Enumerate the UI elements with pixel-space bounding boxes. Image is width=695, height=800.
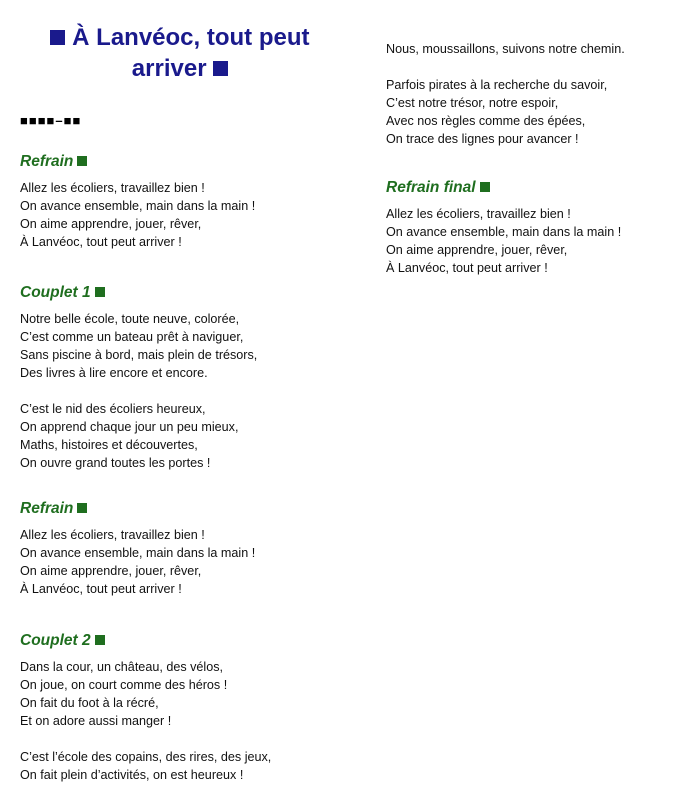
section-body xyxy=(20,658,350,784)
section-heading-text: Couplet 2 xyxy=(20,632,91,649)
heading-square-icon xyxy=(95,287,105,297)
stanza xyxy=(20,526,350,598)
song-section xyxy=(20,631,350,784)
section-body xyxy=(20,179,350,251)
lyric-line: On avance ensemble, main dans la main ! xyxy=(386,225,622,239)
section-heading-text: Refrain xyxy=(20,500,74,517)
section-heading-text: Refrain final xyxy=(386,179,476,196)
stanza xyxy=(20,179,350,251)
stanza xyxy=(386,76,686,148)
lyric-line: Dans la cour, un château, des vélos, xyxy=(20,660,224,674)
section-heading xyxy=(20,631,350,651)
lyric-line: C’est notre trésor, notre espoir, xyxy=(386,96,559,110)
refrain-final-section xyxy=(386,178,686,277)
heading-square-icon xyxy=(480,182,490,192)
lyric-line: On trace des lignes pour avancer ! xyxy=(386,132,579,146)
section-heading xyxy=(20,152,350,172)
song-section xyxy=(386,178,686,277)
section-heading-text: Refrain xyxy=(20,153,74,170)
couplet-continuation xyxy=(386,40,686,148)
left-column xyxy=(20,22,350,784)
stanza xyxy=(386,205,686,277)
heading-square-icon xyxy=(77,156,87,166)
heading-square-icon xyxy=(95,635,105,645)
section-heading-text: Couplet 1 xyxy=(20,284,91,301)
lyric-line: C’est l’école des copains, des rires, des jeux, xyxy=(20,750,272,764)
section-heading xyxy=(20,283,350,303)
lyric-line: Sans piscine à bord, mais plein de trésors, xyxy=(20,348,258,362)
lyric-line: Parfois pirates à la recherche du savoir, xyxy=(386,78,608,92)
stanza xyxy=(386,40,686,58)
stanza-gap xyxy=(386,58,686,76)
lyric-line: Des livres à lire encore et encore. xyxy=(20,366,208,380)
section-heading xyxy=(20,499,350,519)
lyric-line: Allez les écoliers, travaillez bien ! xyxy=(386,207,571,221)
stanza-gap xyxy=(20,730,350,748)
lyric-line: On ouvre grand toutes les portes ! xyxy=(20,456,211,470)
stanza xyxy=(20,748,350,784)
song-title xyxy=(20,22,340,84)
stanza xyxy=(20,310,350,382)
title-line-2: arriver xyxy=(131,55,207,82)
section-body xyxy=(386,205,686,277)
lyric-line: À Lanvéoc, tout peut arriver ! xyxy=(20,582,182,596)
title-square-icon xyxy=(50,30,65,45)
lyric-line: Et on adore aussi manger ! xyxy=(20,714,172,728)
lyric-line: On joue, on court comme des héros ! xyxy=(20,678,228,692)
section-heading xyxy=(386,178,686,198)
left-sections xyxy=(20,152,350,784)
title-square-icon xyxy=(213,61,228,76)
lyric-line: Allez les écoliers, travaillez bien ! xyxy=(20,528,205,542)
stanza-gap xyxy=(20,382,350,400)
song-section xyxy=(20,499,350,598)
lyric-line: C’est le nid des écoliers heureux, xyxy=(20,402,206,416)
lyric-line: On fait plein d’activités, on est heureux ! xyxy=(20,768,244,782)
lyric-line: Maths, histoires et découvertes, xyxy=(20,438,198,452)
lyric-line: On apprend chaque jour un peu mieux, xyxy=(20,420,239,434)
song-section xyxy=(20,283,350,472)
decorative-separator: ■■■■–■■ xyxy=(20,113,82,128)
lyric-line: Nous, moussaillons, suivons notre chemin. xyxy=(386,42,625,56)
stanza xyxy=(20,658,350,730)
heading-square-icon xyxy=(77,503,87,513)
section-body xyxy=(20,526,350,598)
lyric-line: Notre belle école, toute neuve, colorée, xyxy=(20,312,240,326)
lyric-line: Avec nos règles comme des épées, xyxy=(386,114,586,128)
lyric-line: On aime apprendre, jouer, rêver, xyxy=(20,564,202,578)
title-line-1: À Lanvéoc, tout peut xyxy=(72,24,310,51)
lyric-line: On avance ensemble, main dans la main ! xyxy=(20,199,256,213)
lyric-line: On avance ensemble, main dans la main ! xyxy=(20,546,256,560)
lyric-line: À Lanvéoc, tout peut arriver ! xyxy=(386,261,548,275)
lyric-line: On aime apprendre, jouer, rêver, xyxy=(386,243,568,257)
lyric-line: On fait du foot à la récré, xyxy=(20,696,159,710)
stanza xyxy=(20,400,350,472)
song-section xyxy=(20,152,350,251)
lyric-line: C’est comme un bateau prêt à naviguer, xyxy=(20,330,244,344)
lyric-line: On aime apprendre, jouer, rêver, xyxy=(20,217,202,231)
section-body xyxy=(20,310,350,472)
right-column xyxy=(386,40,686,277)
lyric-line: À Lanvéoc, tout peut arriver ! xyxy=(20,235,182,249)
lyric-line: Allez les écoliers, travaillez bien ! xyxy=(20,181,205,195)
